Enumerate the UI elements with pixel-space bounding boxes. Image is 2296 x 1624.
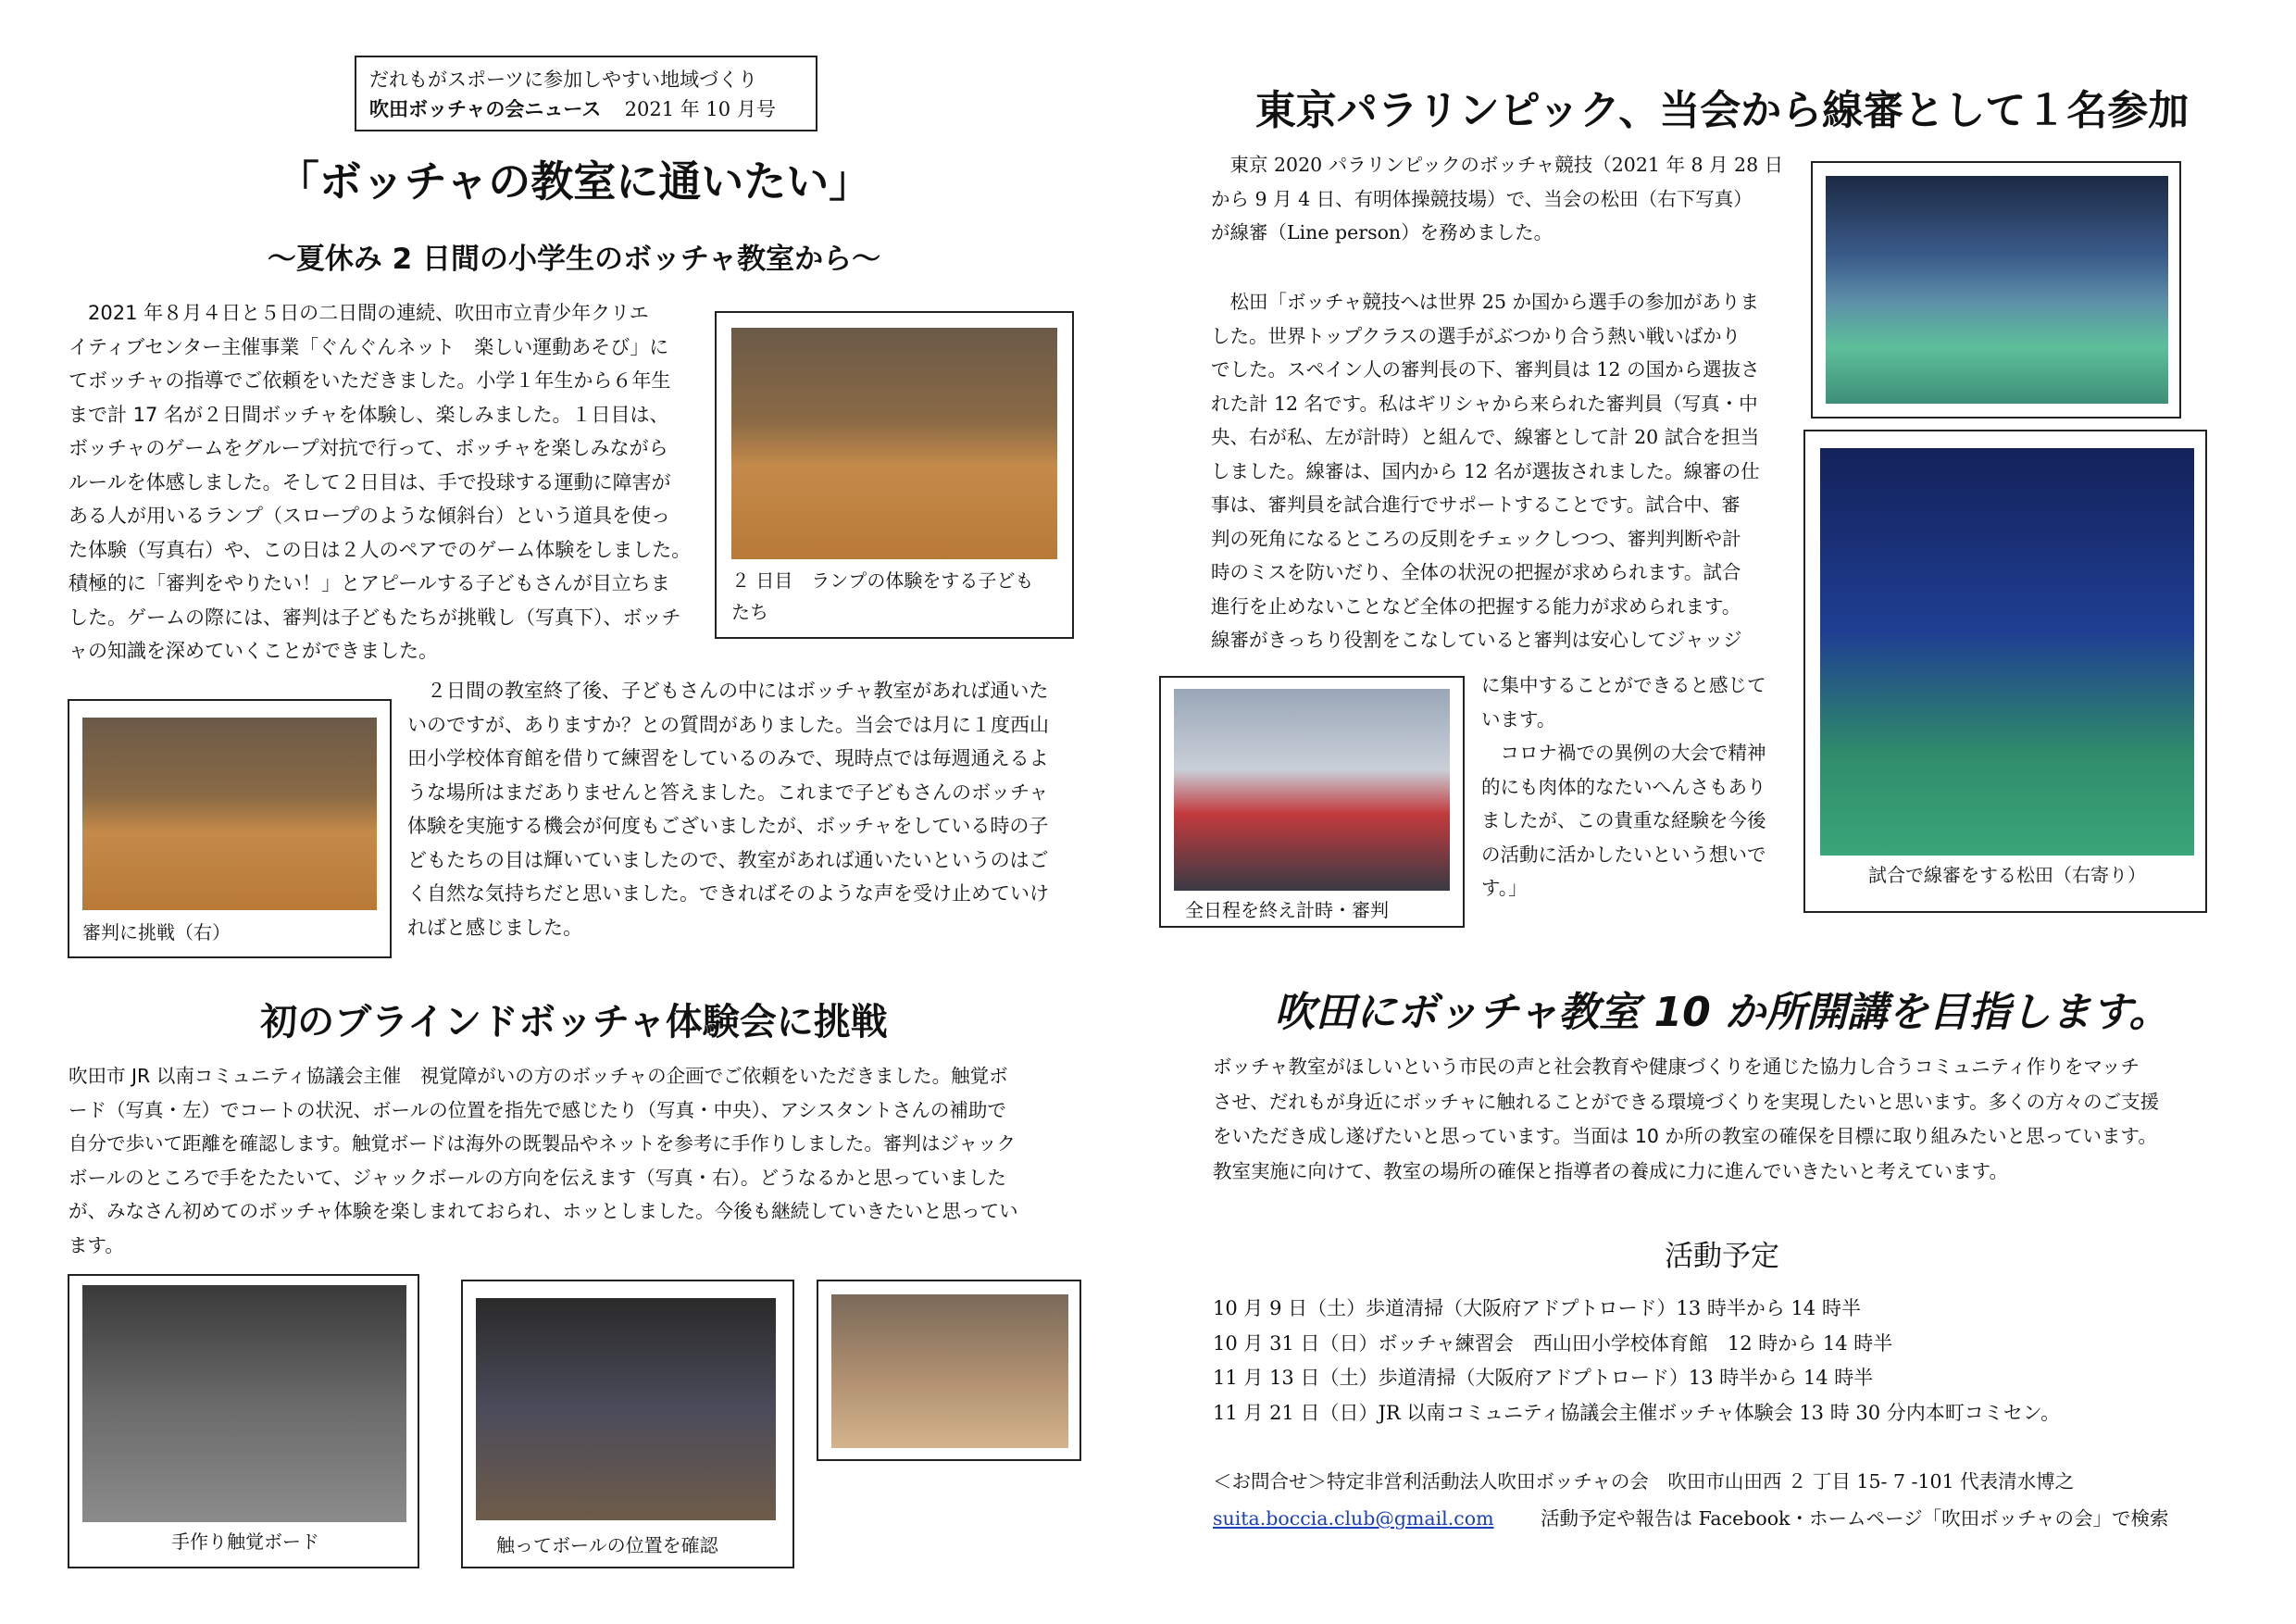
article1-line: した。ゲームの際には、審判は子どもたちが挑戦し（写真下）、ボッチ [69,606,681,629]
article2-line: 自分で歩いて距離を確認します。触覚ボードは海外の既製品やネットを参考に手作りしました。審判はジャック [69,1132,1016,1155]
photo-frame-touch [461,1280,794,1568]
caption-line: たち [731,601,768,623]
article4-line: 教室実施に向けて、教室の場所の確保と指導者の養成に力に進んでいきたいと考えています。 [1213,1159,2008,1182]
board-photo-caption: 手作り触覚ボード [171,1530,319,1553]
article3-line: 東京 2020 パラリンピックのボッチャ競技（2021 年 8 月 28 日 [1211,154,1784,176]
article3-paragraph1 [1211,148,1794,250]
masthead-issue [369,94,803,124]
article3-line: います。 [1481,707,1556,731]
arena-photo [1826,176,2168,404]
schedule-item: 11 月 21 日（日）JR 以南コミュニティ協議会主催ボッチャ体験会 13 時 30 分内本町コミセン。 [1213,1401,2061,1424]
article3-line: 進行を止めないことなど全体の把握する能力が求められます。 [1211,594,1741,618]
article3-line: でした。スペイン人の審判長の下、審判員は 12 の国から選抜さ [1211,358,1760,381]
article4-paragraph [1213,1050,2240,1189]
tactile-board-photo [82,1285,406,1522]
article3-line: に集中することができると感じて [1481,674,1766,696]
article3-line: コロナ禍での異例の大会で精神 [1481,742,1766,764]
schedule-list [1213,1292,2250,1430]
article3-line: 時のミスを防いだり、全体の状況の把握が求められます。試合 [1211,561,1741,583]
article3-line: が線審（Line person）を務めました。 [1211,221,1554,244]
article1-line: ればと感じました。 [407,916,582,939]
article2-title: 初のブラインドボッチャ体験会に挑戦 [260,1001,888,1043]
article1-line: ボッチャのゲームをグループ対抗で行って、ボッチャを楽しみながら [69,437,668,459]
article3-line: 事は、審判員を試合進行でサポートすることです。試合中、審 [1211,493,1741,516]
article3-line: 判の死角になるところの反則をチェックしつつ、審判判断や計 [1211,527,1741,550]
hall-photo [831,1294,1068,1448]
article1-line: どもたちの目は輝いていましたので、教室があれば通いたいというのはご [407,848,1049,871]
article2-line: ード（写真・左）でコートの状況、ボールの位置を指先で感じたり（写真・中央）、アシスタントさんの補助で [69,1098,1006,1121]
ramp-photo-caption [731,565,1065,628]
officials-photo [1174,689,1450,891]
article3-line: す。」 [1481,877,1528,899]
article1-line: ルールを体感しました。そして２日目は、手で投球する運動に障害が [69,470,671,493]
photo-frame-match [1803,430,2207,913]
photo-frame-officials [1159,676,1465,928]
article3-paragraph2 [1211,285,1794,657]
referee-photo [82,718,377,910]
contact-line1: ＜お問合せ＞特定非営利活動法人吹田ボッチャの会 吹田市山田西 ２ 丁目 15- 7 -101 代表清水博之 [1213,1470,2075,1493]
article3-title: 東京パラリンピック、当会から線審として１名参加 [1254,87,2190,134]
article4-line: させ、だれもが身近にボッチャに触れることができる環境づくりを実現したいと思います。多くの方々のご支援 [1213,1090,2160,1113]
article3-line: の活動に活かしたいという想いで [1481,843,1766,866]
issue-date: 2021 年 10 月号 [624,98,776,120]
match-photo-caption: 試合で線審をする松田（右寄り） [1868,864,2146,886]
article3-line: しました。線審は、国内から 12 名が選抜されました。線審の仕 [1211,459,1760,482]
schedule-item: 10 月 9 日（土）歩道清掃（大阪府アドプトロード）13 時半から 14 時半 [1213,1297,1861,1319]
article2-line: ボールのところで手をたたいて、ジャックボールの方向を伝えます（写真・右）。どうなるかと思っていました [69,1166,1006,1189]
article4-line: ボッチャ教室がほしいという市民の声と社会教育や健康づくりを通じた協力し合うコミュニティ作りをマッチ [1213,1056,2140,1078]
article1-line: ある人が用いるランプ（スロープのような傾斜台）という道具を使っ [69,505,670,527]
schedule-item: 10 月 31 日（日）ボッチャ練習会 西山田小学校体育館 12 時から 14 時半 [1213,1331,1893,1355]
officials-photo-caption: 全日程を終え計時・審判 [1185,899,1389,921]
caption-line: ２ 日目 ランプの体験をする子ども [731,569,1034,592]
article3-line: から 9 月 4 日、有明体操競技場）で、当会の松田（右下写真） [1211,187,1753,210]
article3-line: れた計 12 名です。私はギリシャから来られた審判員（写真・中 [1211,392,1758,415]
masthead-tagline: だれもがスポーツに参加しやすい地域づくり [369,69,758,91]
ramp-photo [731,328,1057,559]
article2-line: 吹田市 JR 以南コミュニティ協議会主催 視覚障がいの方のボッチャの企画でご依頼をいただきました。触覚ボ [69,1065,1008,1087]
article1-subtitle: ～夏休み 2 日間の小学生のボッチャ教室から～ [267,243,881,276]
article2-line: が、みなさん初めてのボッチャ体験を楽しまれておられ、ホッとしました。今後も継続していきたいと思ってい [69,1200,1018,1222]
article4-title: 吹田にボッチャ教室 10 か所開講を目指します。 [1274,989,2170,1036]
photo-frame-referee [68,699,392,958]
contact-line2 [1213,1502,2268,1535]
masthead-box [355,56,817,131]
article1-line: 2021 年８月４日と５日の二日間の連続、吹田市立青少年クリエ [69,302,649,324]
article3-paragraph3 [1481,668,1792,906]
article1-line: た体験（写真右）や、この日は２人のペアでのゲーム体験をしました。 [69,538,692,561]
article1-line: イティブセンター主催事業「ぐんぐんネット 楽しい運動あそび」に [69,335,669,358]
article1-line: うな場所はまだありませんと答えました。これまで子どもさんのボッチャ [407,781,1049,804]
contact-email-link[interactable]: suita.boccia.club@gmail.com [1213,1507,1494,1530]
article2-paragraph [69,1059,1079,1262]
newsletter-name: 吹田ボッチャの会ニュース [369,98,602,120]
article1-line: てボッチャの指導でご依頼をいただきました。小学１年生から６年生 [69,369,671,392]
photo-frame-ramp [715,311,1074,639]
referee-photo-caption: 審判に挑戦（右） [82,921,231,943]
article1-line: 積極的に「審判をやりたい！」とアピールする子どもさんが目立ちま [69,572,670,594]
article3-line: 松田「ボッチャ競技へは世界 25 か国から選手の参加がありま [1211,291,1760,313]
article4-line: をいただき成し遂げたいと思っています。当面は 10 か所の教室の確保を目標に取り組みたいと思っています。 [1213,1125,2157,1147]
schedule-item: 11 月 13 日（土）歩道清掃（大阪府アドプトロード）13 時半から 14 時半 [1213,1367,1874,1389]
touch-ball-photo [476,1298,776,1520]
article2-line: ます。 [69,1233,124,1256]
article3-line: 的にも肉体的なたいへんさもあり [1481,775,1766,798]
article1-title: 「ボッチャの教室に通いたい」 [276,156,872,206]
article1-line: ２日間の教室終了後、子どもさんの中にはボッチャ教室があれば通いた [407,680,1049,702]
article1-line: いのですが、ありますか？との質問がありました。当会では月に１度西山 [407,713,1049,736]
article1-line: く自然な気持ちだと思いました。できればそのような声を受け止めていけ [407,882,1049,905]
article1-line: ャの知識を深めていくことができました。 [69,640,438,662]
photo-frame-hall [817,1280,1081,1461]
photo-frame-board [68,1274,419,1568]
article1-line: 田小学校体育館を借りて練習をしているのみで、現時点では毎週通えるよ [407,747,1049,769]
article3-line: した。世界トップクラスの選手がぶつかり合う熱い戦いばかり [1211,324,1741,347]
article3-line: ましたが、この貴重な経験を今後 [1481,809,1766,831]
match-photo [1820,448,2194,856]
article3-line: 央、右が私、左が計時）と組んで、線審として計 20 試合を担当 [1211,426,1760,448]
schedule-title: 活動予定 [1665,1240,1779,1273]
photo-frame-arena [1811,161,2181,418]
article3-line: 線審がきっちり役割をこなしていると審判は安心してジャッジ [1211,629,1742,651]
article1-paragraph2 [407,674,1076,944]
article1-paragraph1 [69,296,704,668]
contact-search-note: 活動予定や報告は Facebook・ホームページ「吹田ボッチャの会」で検索 [1541,1507,2169,1530]
article1-line: 体験を実施する機会が何度もございましたが、ボッチャをしている時の子 [407,815,1049,837]
article1-line: まで計 17 名が２日間ボッチャを体験し、楽しみました。１日目は、 [69,403,669,426]
touch-photo-caption: 触ってボールの位置を確認 [496,1534,718,1556]
